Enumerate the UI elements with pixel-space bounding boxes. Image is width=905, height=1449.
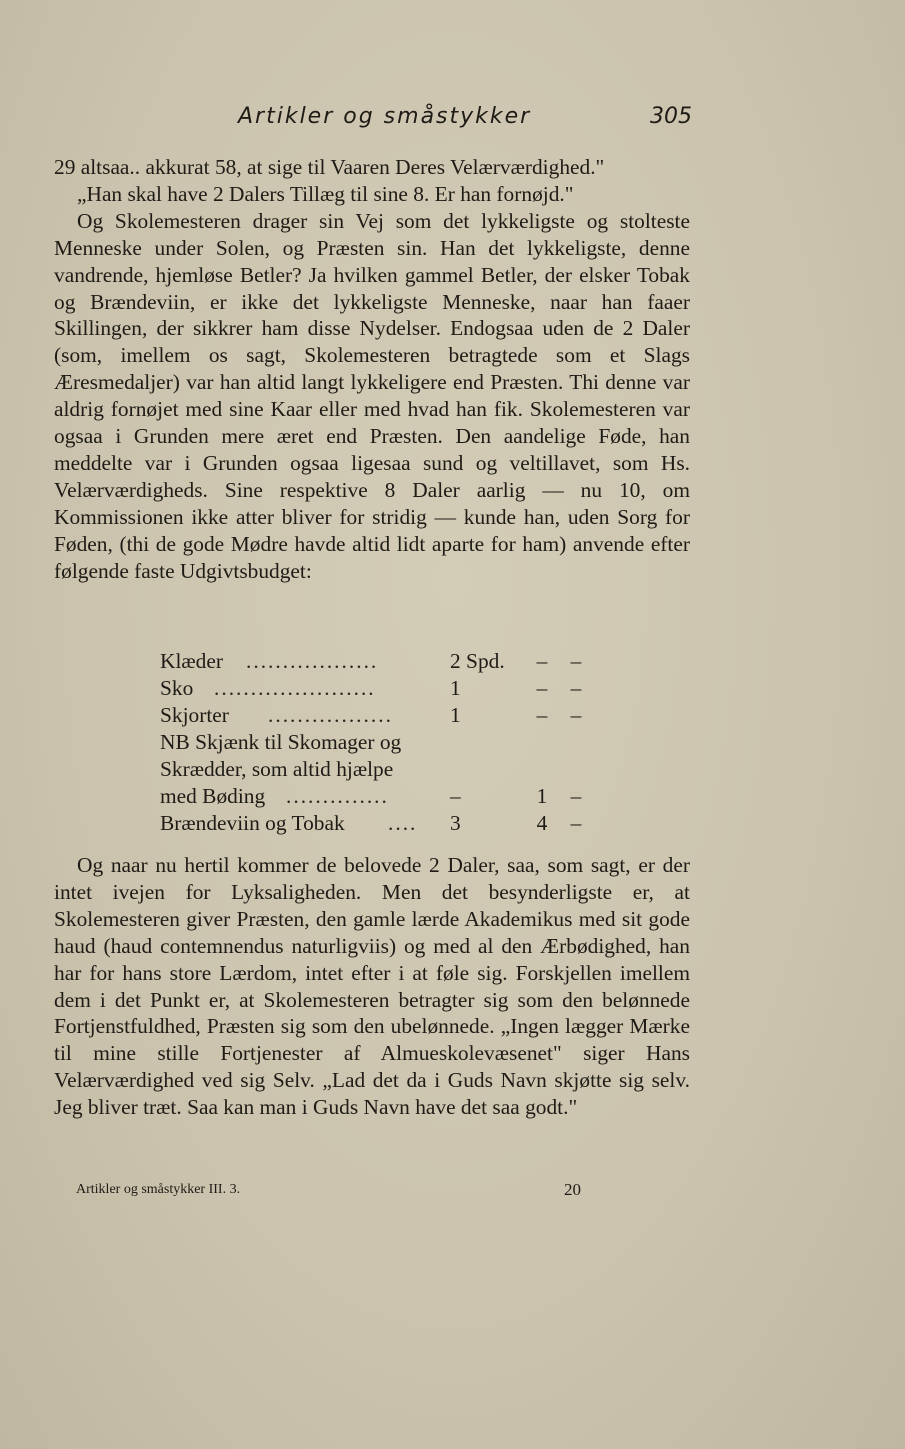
budget-row (160, 729, 590, 756)
budget-col-2: – (536, 649, 548, 673)
leader-dots: .................. (246, 649, 379, 673)
budget-col-3: – (570, 676, 582, 700)
budget-col-2: 4 (536, 811, 548, 835)
budget-item: NB Skjænk til Skomager og (160, 730, 402, 754)
paragraph: „Han skal have 2 Dalers Tillæg til sine 8. Er han fornøjd." (77, 181, 574, 206)
budget-col-3: – (570, 649, 582, 673)
paragraph: 29 altsaa.. akkurat 58, at sige til Vaaren Deres Velærværdighed." (54, 155, 605, 179)
budget-col-1: 2 Spd. (450, 649, 505, 673)
paragraph: Og Skolemesteren drager sin Vej som det lykkeligste og stolteste Menneske under Solen, og Præsten sin. Han det lykkeligste, denne vandrende, hjemløse Betler? Ja hvilken gammel Betler, der elsker Tobak og Brændeviin, er ikke det lykkeligste Menneske, naar han faaer Skillingen, der sikkrer ham disse Nydelser. Endogsaa uden de 2 Daler (som, imellem os sagt, Skolemesteren betragtede som et Slags Æresmedaljer) var han altid langt lykkeligere end Præsten. Thi denne var aldrig fornøjet med sine Kaar eller med hvad han fik. Skolemesteren var ogsaa i Grunden mere æret end Præsten. Den aandelige Føde, han meddelte var i Grunden ogsaa ligesaa sund og veltillavet, som Hs. Velærværdigheds. Sine respektive 8 Daler aarlig — nu 10, om Kommissionen ikke atter bliver for stridig — kunde han, uden Sorg for Føden, (thi de gode Mødre havde altid lidt aparte for ham) anvende efter følgende faste Udgivtsbudget: (54, 208, 690, 583)
budget-item: Skjorter (160, 703, 229, 727)
budget-col-2: – (536, 703, 548, 727)
page-header (238, 104, 692, 140)
budget-row (160, 675, 590, 702)
leader-dots: .... (388, 811, 418, 835)
footer-title: Artikler og småstykker III. 3. (76, 1182, 241, 1197)
page-number: 305 (650, 104, 692, 129)
leader-dots: ................. (268, 703, 393, 727)
body-text-lower (54, 852, 690, 1121)
budget-item: Brændeviin og Tobak (160, 811, 345, 835)
budget-col-2: 1 (536, 784, 548, 808)
budget-row (160, 702, 590, 729)
budget-item: Skrædder, som altid hjælpe (160, 757, 394, 781)
paragraph: Og naar nu hertil kommer de belovede 2 Daler, saa, som sagt, er der intet ivejen for Lyksaligheden. Men det besynderligste er, at Skolemesteren giver Præsten, den gamle lærde Akademikus med sit gode haud (haud contemnendus naturligviis) og med al den Ærbødighed, han har for hans store Lærdom, intet efter i at føle sig. Forskjellen imellem dem i det Punkt er, at Skolemesteren betragter sig som den belønnede Fortjenstfuldhed, Præsten sig som den ubelønnede. „Ingen lægger Mærke til mine stille Fortjenester af Almueskolevæsenet" siger Hans Velærværdighed ved sig Selv. „Lad det da i Guds Navn skjøtte sig selv. Jeg bliver træt. Saa kan man i Guds Navn have det saa godt." (54, 853, 690, 1120)
budget-col-1: – (450, 784, 461, 808)
budget-item: Klæder (160, 649, 223, 673)
budget-col-1: 1 (450, 703, 461, 727)
signature-mark: 20 (564, 1180, 581, 1199)
budget-item: Sko (160, 676, 194, 700)
budget-item: med Bøding (160, 784, 266, 808)
budget-col-3: – (570, 784, 582, 808)
budget-col-1: 3 (450, 811, 461, 835)
leader-dots: .............. (286, 784, 389, 808)
body-text-upper (54, 154, 690, 585)
running-title: Artikler og småstykker (238, 104, 532, 129)
page-footer (76, 1182, 596, 1206)
budget-col-3: – (570, 703, 582, 727)
budget-row (160, 756, 590, 783)
budget-row (160, 783, 590, 810)
budget-col-1: 1 (450, 676, 461, 700)
budget-table (160, 648, 590, 837)
leader-dots: ...................... (214, 676, 376, 700)
budget-col-3: – (570, 811, 582, 835)
budget-col-2: – (536, 676, 548, 700)
budget-row (160, 648, 590, 675)
budget-row (160, 810, 590, 837)
